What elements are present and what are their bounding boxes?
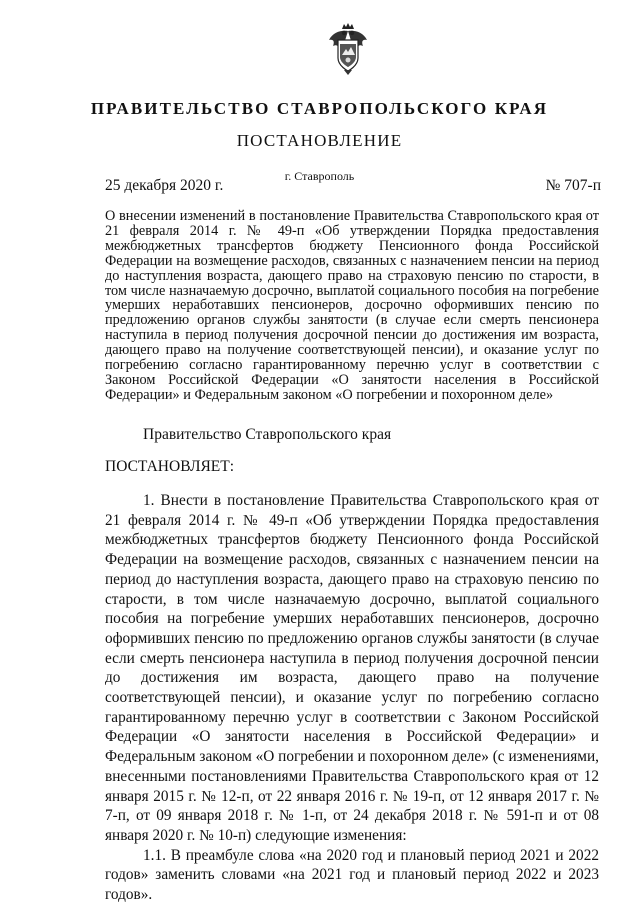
paragraph-1: 1. Внести в постановление Правительства Ставропольского края от 21 февраля 2014 г. № 49-п «Об утверждении Порядка предоставления межбюджетных трансфертов бюджету Пенсионного фонда Российской Федерации на возмещение расходов, связанных с назначением пенсии на период до наступления возраста, дающего право на страховую пенсию по старости, в том числе назначаемую досрочно, выплатой социального пособия на погребение умерших неработавших пенсионеров, досрочно оформивших пенсию по предложению органов службы занятости (в случае если смерть пенсионера наступила в период получения досрочной пенсии до достижения им возраста, дающего право на получение соответствующей пенсии), и оказание услуг по погребению согласно гарантированному перечню услуг в соответствии с Законом Российской Федерации «О занятости населения в Российской Федерации» и Федеральным законом «О погребении и похоронном деле» (с изменениями, внесенными постановлениями Правительства Ставропольского края от 12 января 2015 г. № 12-п, от 22 января 2016 г. № 19-п, от 12 января 2017 г. № 7-п, от 09 января 2018 г. № 1-п, от 24 декабря 2018 г. № 591-п и от 08 января 2020 г. № 10-п) следующие изменения: [105, 492, 599, 844]
issuing-body: Правительство Ставропольского края [143, 426, 392, 443]
document-title: О внесении изменений в постановление Правительства Ставропольского края от 21 февраля 2014 г. № 49-п «Об утверждении Порядка предоставления межбюджетных трансфертов бюджету Пенсионного фонда Российской Федерации на возмещение расходов, связанных с назначением пенсии на период до наступления возраста, дающего право на страховую пенсию по старости, в том числе назначаемую досрочно, выплатой социального пособия на погребение умерших неработавших пенсионеров, досрочно оформивших пенсию по предложению органов службы занятости (в случае если смерть пенсионера наступила в период получения досрочной пенсии до достижения им возраста, дающего право на получение соответствующей пенсии), и оказание услуг по погребению согласно гарантированному перечню услуг в соответствии с Законом Российской Федерации «О занятости населения в Российской Федерации» и Федеральным законом «О погребении и похоронном деле» [105, 208, 599, 403]
document-city: г. Ставрополь [284, 169, 355, 183]
decree-word: ПОСТАНОВЛЯЕТ: [105, 458, 235, 475]
stavropol-coat-of-arms-icon [327, 22, 369, 76]
document-body [105, 491, 599, 905]
document-date: 25 декабря 2020 г. [105, 177, 224, 194]
paragraph-1-1: 1.1. В преамбуле слова «на 2020 год и плановый период 2021 и 2022 годов» заменить словами «на 2021 год и плановый период 2022 и 2023 годов». [105, 846, 599, 904]
document-type: ПОСТАНОВЛЕНИЕ [236, 131, 403, 150]
document-number: № 707-п [545, 177, 601, 194]
organization-name: ПРАВИТЕЛЬСТВО СТАВРОПОЛЬСКОГО КРАЯ [90, 99, 549, 118]
